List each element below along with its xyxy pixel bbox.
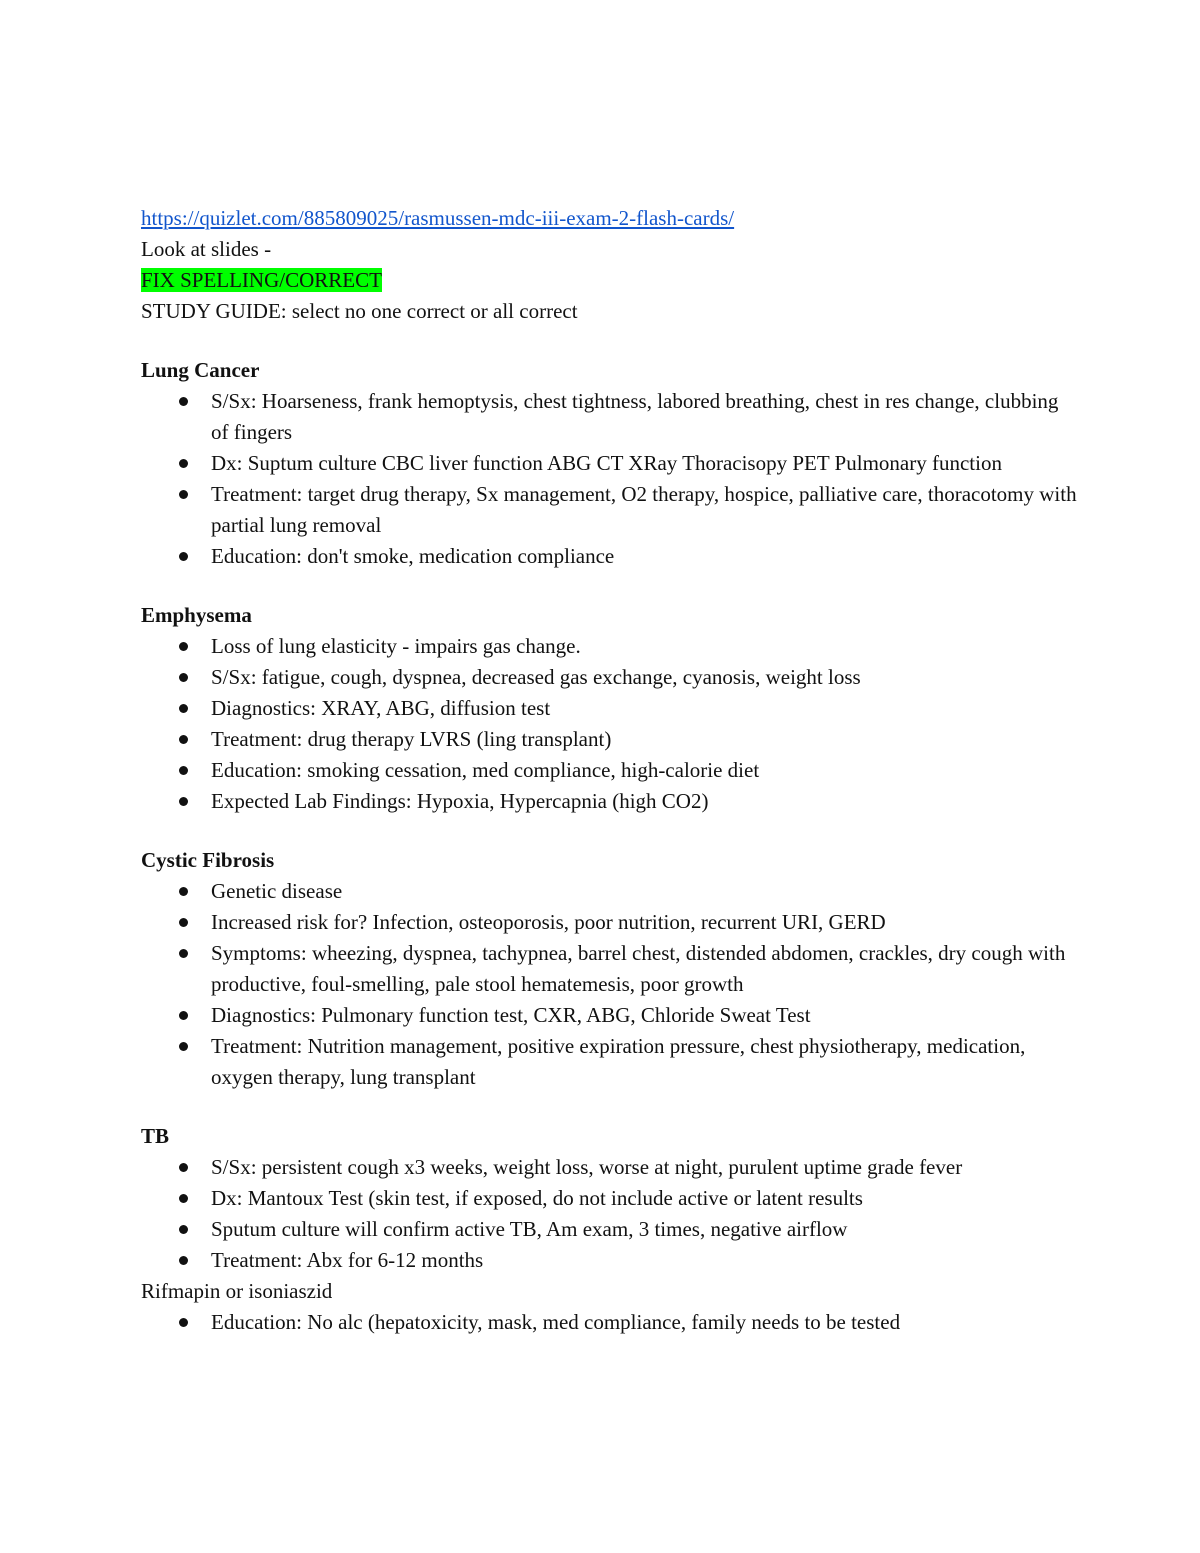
fix-spelling-line <box>141 265 1081 296</box>
spacer <box>141 1093 1081 1121</box>
list-item-text: Diagnostics: XRAY, ABG, diffusion test <box>211 696 551 720</box>
list-item-text: Expected Lab Findings: Hypoxia, Hypercapnia (high CO2) <box>211 789 709 813</box>
fix-spelling-highlight: FIX SPELLING/CORRECT <box>141 268 382 292</box>
list-item-text: Education: smoking cessation, med compliance, high-calorie diet <box>211 758 760 782</box>
list-item <box>141 907 1081 938</box>
tb-list <box>141 1152 1081 1276</box>
list-item-text: S/Sx: fatigue, cough, dyspnea, decreased gas exchange, cyanosis, weight loss <box>211 665 861 689</box>
bullet-icon <box>179 1042 188 1051</box>
spacer <box>141 327 1081 355</box>
bullet-icon <box>179 949 188 958</box>
section-heading-lung-cancer: Lung Cancer <box>141 358 260 382</box>
section-heading-tb: TB <box>141 1124 170 1148</box>
bullet-icon <box>179 552 188 561</box>
list-item <box>141 541 1081 572</box>
list-item <box>141 1031 1081 1093</box>
list-item <box>141 662 1081 693</box>
spacer <box>141 572 1081 600</box>
bullet-icon <box>179 887 188 896</box>
lung-cancer-list <box>141 386 1081 572</box>
look-at-slides-line: Look at slides - <box>141 237 272 261</box>
bullet-icon <box>179 918 188 927</box>
list-item <box>141 1152 1081 1183</box>
header <box>141 203 1081 234</box>
list-item <box>141 1000 1081 1031</box>
section-heading-cystic-fibrosis: Cystic Fibrosis <box>141 848 275 872</box>
list-item-text: Treatment: Abx for 6-12 months <box>211 1248 484 1272</box>
list-item <box>141 1214 1081 1245</box>
list-item-text: Diagnostics: Pulmonary function test, CXR, ABG, Chloride Sweat Test <box>211 1003 811 1027</box>
list-item-text: Treatment: target drug therapy, Sx management, O2 therapy, hospice, palliative care, thoracotomy with partial lung removal <box>211 482 1077 537</box>
bullet-icon <box>179 490 188 499</box>
bullet-icon <box>179 673 188 682</box>
spacer <box>141 817 1081 845</box>
list-item-text: Dx: Suptum culture CBC liver function ABG CT XRay Thoracisopy PET Pulmonary function <box>211 451 1002 475</box>
cystic-fibrosis-list <box>141 876 1081 1093</box>
bullet-icon <box>179 459 188 468</box>
tb-medication-line: Rifmapin or isoniaszid <box>141 1279 333 1303</box>
list-item <box>141 786 1081 817</box>
list-item <box>141 755 1081 786</box>
bullet-icon <box>179 1256 188 1265</box>
bullet-icon <box>179 1194 188 1203</box>
list-item-text: Sputum culture will confirm active TB, Am exam, 3 times, negative airflow <box>211 1217 848 1241</box>
bullet-icon <box>179 1011 188 1020</box>
list-item <box>141 386 1081 448</box>
document-content <box>141 203 1081 1338</box>
bullet-icon <box>179 1318 188 1327</box>
bullet-icon <box>179 1163 188 1172</box>
bullet-icon <box>179 797 188 806</box>
list-item <box>141 1307 1081 1338</box>
bullet-icon <box>179 735 188 744</box>
list-item-text: Treatment: drug therapy LVRS (ling transplant) <box>211 727 612 751</box>
list-item <box>141 479 1081 541</box>
list-item-text: Symptoms: wheezing, dyspnea, tachypnea, barrel chest, distended abdomen, crackles, dry cough with productive, foul-smelling, pale stool hematemesis, poor growth <box>211 941 1066 996</box>
list-item-text: Education: No alc (hepatoxicity, mask, med compliance, family needs to be tested <box>211 1310 901 1334</box>
list-item <box>141 876 1081 907</box>
list-item <box>141 631 1081 662</box>
list-item <box>141 1245 1081 1276</box>
list-item-text: Dx: Mantoux Test (skin test, if exposed, do not include active or latent results <box>211 1186 863 1210</box>
list-item <box>141 938 1081 1000</box>
list-item <box>141 724 1081 755</box>
emphysema-list <box>141 631 1081 817</box>
list-item-text: Treatment: Nutrition management, positive expiration pressure, chest physiotherapy, medication, oxygen therapy, lung transplant <box>211 1034 1026 1089</box>
list-item-text: Genetic disease <box>211 879 343 903</box>
list-item-text: Loss of lung elasticity - impairs gas change. <box>211 634 581 658</box>
bullet-icon <box>179 1225 188 1234</box>
study-guide-line: STUDY GUIDE: select no one correct or all correct <box>141 299 578 323</box>
bullet-icon <box>179 766 188 775</box>
list-item <box>141 693 1081 724</box>
list-item <box>141 1183 1081 1214</box>
quizlet-link[interactable]: https://quizlet.com/885809025/rasmussen-mdc-iii-exam-2-flash-cards/ <box>141 206 735 230</box>
list-item-text: Increased risk for? Infection, osteoporosis, poor nutrition, recurrent URI, GERD <box>211 910 886 934</box>
section-heading-emphysema: Emphysema <box>141 603 252 627</box>
bullet-icon <box>179 642 188 651</box>
list-item-text: S/Sx: Hoarseness, frank hemoptysis, chest tightness, labored breathing, chest in res change, clubbing of fingers <box>211 389 1059 444</box>
bullet-icon <box>179 397 188 406</box>
list-item-text: Education: don't smoke, medication compliance <box>211 544 615 568</box>
list-item-text: S/Sx: persistent cough x3 weeks, weight loss, worse at night, purulent uptime grade fever <box>211 1155 963 1179</box>
tb-education-list <box>141 1307 1081 1338</box>
bullet-icon <box>179 704 188 713</box>
list-item <box>141 448 1081 479</box>
